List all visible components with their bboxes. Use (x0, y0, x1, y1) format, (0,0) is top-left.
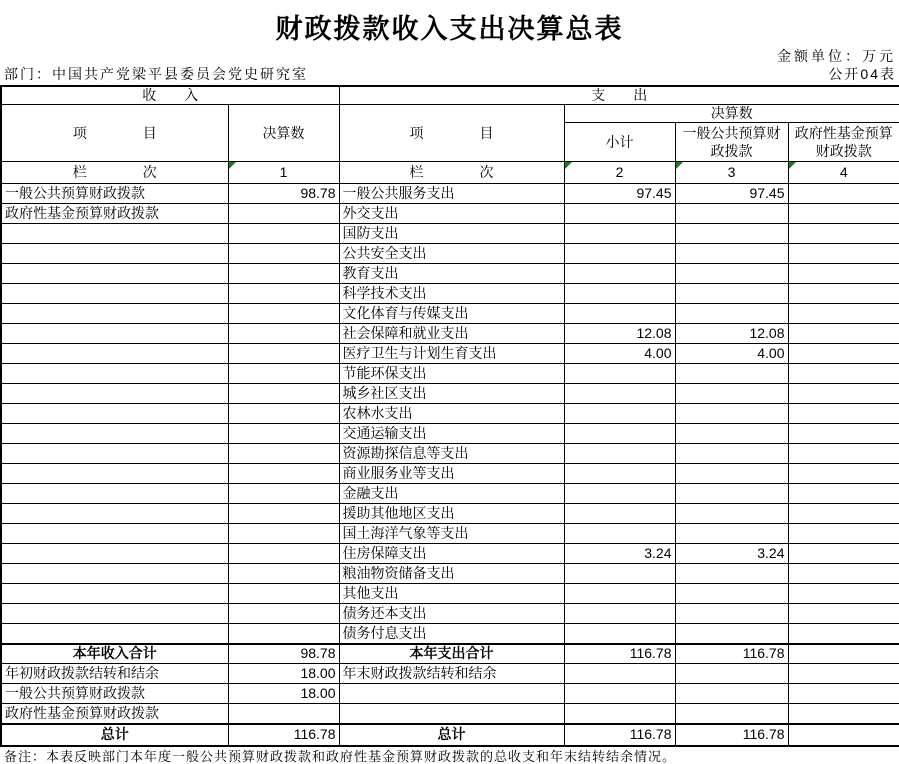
gov-fund-value-cell (788, 544, 899, 564)
subtotal-value-cell (564, 364, 675, 384)
gov-fund-value-cell (788, 304, 899, 324)
expense-item-cell: 社会保障和就业支出 (339, 324, 564, 344)
column-index-cell-3 (675, 162, 788, 184)
gov-fund-value-cell (788, 464, 899, 484)
subtotal-value-cell (564, 224, 675, 244)
table-row (1, 584, 899, 604)
income-item-cell (1, 544, 228, 564)
subtotal-value-cell (564, 464, 675, 484)
income-item-cell (1, 504, 228, 524)
expense-item-cell: 粮油物资储备支出 (339, 564, 564, 584)
general-budget-value-cell (675, 284, 788, 304)
income-value-cell (228, 324, 339, 344)
general-budget-value-cell (675, 304, 788, 324)
expense-item-header: 项 目 (339, 105, 564, 162)
income-item-cell (1, 584, 228, 604)
general-budget-value-cell: 116.78 (675, 644, 788, 664)
general-budget-value-cell (675, 564, 788, 584)
subtotal-value-cell (564, 604, 675, 624)
table-row (1, 724, 899, 746)
subtotal-value-cell (564, 424, 675, 444)
expense-item-cell: 公共安全支出 (339, 244, 564, 264)
income-item-cell: 一般公共预算财政拨款 (1, 684, 228, 704)
general-budget-value-cell: 12.08 (675, 324, 788, 344)
income-item-cell (1, 244, 228, 264)
gov-fund-value-cell (788, 384, 899, 404)
gov-fund-value-cell (788, 424, 899, 444)
income-item-cell (1, 604, 228, 624)
table-row (1, 244, 899, 264)
subtotal-value-cell (564, 524, 675, 544)
table-row (1, 304, 899, 324)
gov-fund-value-cell (788, 224, 899, 244)
table-row (1, 604, 899, 624)
gov-fund-value-cell (788, 564, 899, 584)
income-item-cell: 政府性基金预算财政拨款 (1, 204, 228, 224)
expense-item-cell: 国土海洋气象等支出 (339, 524, 564, 544)
table-row (1, 264, 899, 284)
table-body (1, 184, 899, 746)
table-row (1, 364, 899, 384)
table-row (1, 344, 899, 364)
subtotal-value-cell: 4.00 (564, 344, 675, 364)
table-row (1, 664, 899, 684)
table-row (1, 544, 899, 564)
expense-column-index-label: 栏 次 (339, 162, 564, 184)
gov-fund-header: 政府性基金预算财政拨款 (788, 123, 899, 162)
fiscal-summary-table (0, 85, 899, 747)
general-budget-value-cell (675, 204, 788, 224)
subtotal-value-cell: 97.45 (564, 184, 675, 204)
expense-item-cell: 交通运输支出 (339, 424, 564, 444)
gov-fund-value-cell (788, 204, 899, 224)
income-value-cell (228, 424, 339, 444)
column-index-cell-4 (788, 162, 899, 184)
expense-item-cell: 节能环保支出 (339, 364, 564, 384)
income-value-cell (228, 504, 339, 524)
expense-item-cell: 年末财政拨款结转和结余 (339, 664, 564, 684)
gov-fund-value-cell (788, 284, 899, 304)
table-row (1, 644, 899, 664)
expense-item-cell: 商业服务业等支出 (339, 464, 564, 484)
general-budget-value-cell (675, 704, 788, 724)
income-value-cell (228, 264, 339, 284)
income-value-cell (228, 564, 339, 584)
report-page (0, 7, 899, 764)
footnote: 备注：本表反映部门本年度一般公共预算财政拨款和政府性基金预算财政拨款的总收支和年末结转结余情况。 (4, 748, 677, 764)
table-row (1, 404, 899, 424)
expense-item-cell: 资源勘探信息等支出 (339, 444, 564, 464)
expense-item-cell: 债务付息支出 (339, 624, 564, 644)
gov-fund-value-cell (788, 504, 899, 524)
expense-item-cell: 国防支出 (339, 224, 564, 244)
unit-note: 金额单位：万元 (777, 48, 896, 64)
subtotal-value-cell (564, 684, 675, 704)
general-budget-value-cell (675, 604, 788, 624)
column-index-cell-1 (228, 162, 339, 184)
subtotal-value-cell: 12.08 (564, 324, 675, 344)
table-row (1, 284, 899, 304)
expense-section-header: 支 出 (339, 86, 899, 105)
income-item-cell (1, 444, 228, 464)
income-item-cell (1, 524, 228, 544)
income-item-header: 项 目 (1, 105, 228, 162)
income-value-cell (228, 484, 339, 504)
income-value-cell (228, 344, 339, 364)
income-item-cell: 政府性基金预算财政拨款 (1, 704, 228, 724)
general-budget-value-cell: 3.24 (675, 544, 788, 564)
income-value-cell (228, 604, 339, 624)
general-budget-value-cell (675, 444, 788, 464)
excel-corner-triangle-icon (229, 162, 236, 169)
expense-item-cell: 本年支出合计 (339, 644, 564, 664)
table-row (1, 184, 899, 204)
subtotal-value-cell (564, 284, 675, 304)
gov-fund-value-cell (788, 264, 899, 284)
income-value-cell (228, 464, 339, 484)
subtotal-value-cell (564, 264, 675, 284)
income-item-cell (1, 264, 228, 284)
table-row (1, 484, 899, 504)
income-item-cell (1, 464, 228, 484)
table-row (1, 504, 899, 524)
income-value-cell: 98.78 (228, 644, 339, 664)
income-value-cell (228, 304, 339, 324)
general-budget-value-cell: 4.00 (675, 344, 788, 364)
general-budget-value-cell (675, 684, 788, 704)
subtotal-value-cell: 3.24 (564, 544, 675, 564)
column-index: 1 (279, 164, 288, 180)
expense-item-cell: 教育支出 (339, 264, 564, 284)
meta-row (0, 65, 899, 85)
column-index: 3 (727, 164, 736, 180)
income-value-cell: 98.78 (228, 184, 339, 204)
general-budget-value-cell (675, 484, 788, 504)
income-value-cell (228, 384, 339, 404)
subtotal-value-cell (564, 484, 675, 504)
table-header (1, 86, 899, 184)
income-item-cell (1, 484, 228, 504)
general-budget-value-cell: 97.45 (675, 184, 788, 204)
gov-fund-value-cell (788, 664, 899, 684)
general-budget-value-cell (675, 664, 788, 684)
general-budget-value-cell (675, 424, 788, 444)
income-value-cell: 116.78 (228, 724, 339, 746)
general-budget-value-cell (675, 404, 788, 424)
gov-fund-value-cell (788, 584, 899, 604)
income-item-cell: 本年收入合计 (1, 644, 228, 664)
table-row (1, 704, 899, 724)
expense-item-cell: 援助其他地区支出 (339, 504, 564, 524)
general-budget-value-cell (675, 244, 788, 264)
subtotal-value-cell: 116.78 (564, 644, 675, 664)
income-item-cell (1, 404, 228, 424)
general-budget-header: 一般公共预算财政拨款 (675, 123, 788, 162)
income-item-cell (1, 564, 228, 584)
expense-item-cell: 债务还本支出 (339, 604, 564, 624)
general-budget-value-cell (675, 624, 788, 644)
subtotal-value-cell (564, 444, 675, 464)
subtotal-value-cell (564, 664, 675, 684)
gov-fund-value-cell (788, 604, 899, 624)
expense-item-cell: 其他支出 (339, 584, 564, 604)
income-value-cell (228, 524, 339, 544)
general-budget-value-cell (675, 524, 788, 544)
income-value-cell: 18.00 (228, 684, 339, 704)
subtotal-value-cell (564, 504, 675, 524)
general-budget-value-cell (675, 364, 788, 384)
income-value-cell (228, 284, 339, 304)
subtotal-value-cell (564, 304, 675, 324)
table-row (1, 204, 899, 224)
income-value-cell (228, 624, 339, 644)
column-index: 2 (615, 164, 624, 180)
income-value-cell (228, 704, 339, 724)
gov-fund-value-cell (788, 324, 899, 344)
subtotal-value-cell (564, 624, 675, 644)
income-item-cell (1, 364, 228, 384)
income-value-cell (228, 204, 339, 224)
income-value-cell (228, 444, 339, 464)
expense-item-cell: 金融支出 (339, 484, 564, 504)
general-budget-value-cell (675, 264, 788, 284)
income-item-cell: 一般公共预算财政拨款 (1, 184, 228, 204)
column-index: 4 (839, 164, 848, 180)
income-value-cell (228, 224, 339, 244)
expense-item-cell: 一般公共服务支出 (339, 184, 564, 204)
gov-fund-value-cell (788, 184, 899, 204)
income-final-amount-header: 决算数 (228, 105, 339, 162)
gov-fund-value-cell (788, 404, 899, 424)
excel-corner-triangle-icon (789, 162, 796, 169)
income-value-cell (228, 404, 339, 424)
income-item-cell (1, 324, 228, 344)
subtotal-value-cell (564, 404, 675, 424)
income-item-cell (1, 344, 228, 364)
expense-item-cell: 外交支出 (339, 204, 564, 224)
expense-final-amount-header: 决算数 (564, 105, 899, 123)
general-budget-value-cell (675, 504, 788, 524)
gov-fund-value-cell (788, 524, 899, 544)
subtotal-value-cell (564, 204, 675, 224)
gov-fund-value-cell (788, 684, 899, 704)
income-value-cell (228, 364, 339, 384)
expense-item-cell: 总计 (339, 724, 564, 746)
expense-item-cell: 城乡社区支出 (339, 384, 564, 404)
gov-fund-value-cell (788, 344, 899, 364)
table-row (1, 224, 899, 244)
gov-fund-value-cell (788, 444, 899, 464)
subtotal-value-cell (564, 564, 675, 584)
general-budget-value-cell (675, 224, 788, 244)
income-item-cell (1, 624, 228, 644)
income-item-cell (1, 224, 228, 244)
income-value-cell (228, 584, 339, 604)
excel-corner-triangle-icon (676, 162, 683, 169)
column-index-cell-2 (564, 162, 675, 184)
table-row (1, 624, 899, 644)
table-row (1, 684, 899, 704)
gov-fund-value-cell (788, 244, 899, 264)
expense-item-cell: 文化体育与传媒支出 (339, 304, 564, 324)
table-row (1, 324, 899, 344)
table-row (1, 464, 899, 484)
income-item-cell (1, 424, 228, 444)
excel-corner-triangle-icon (565, 162, 572, 169)
table-code: 公开04表 (828, 66, 896, 82)
gov-fund-value-cell (788, 644, 899, 664)
general-budget-value-cell: 116.78 (675, 724, 788, 746)
expense-item-cell: 住房保障支出 (339, 544, 564, 564)
income-value-cell (228, 544, 339, 564)
gov-fund-value-cell (788, 624, 899, 644)
department-label: 部门：中国共产党梁平县委员会党史研究室 (4, 66, 308, 82)
subtotal-value-cell (564, 244, 675, 264)
general-budget-value-cell (675, 384, 788, 404)
expense-item-cell: 医疗卫生与计划生育支出 (339, 344, 564, 364)
expense-item-cell (339, 684, 564, 704)
table-row (1, 564, 899, 584)
expense-item-cell: 科学技术支出 (339, 284, 564, 304)
income-section-header: 收 入 (1, 86, 339, 105)
table-row (1, 524, 899, 544)
income-item-cell: 总计 (1, 724, 228, 746)
general-budget-value-cell (675, 464, 788, 484)
income-value-cell (228, 244, 339, 264)
gov-fund-value-cell (788, 724, 899, 746)
subtotal-value-cell (564, 384, 675, 404)
subtotal-header: 小计 (564, 123, 675, 162)
income-value-cell: 18.00 (228, 664, 339, 684)
income-item-cell (1, 304, 228, 324)
gov-fund-value-cell (788, 364, 899, 384)
income-column-index-label: 栏 次 (1, 162, 228, 184)
gov-fund-value-cell (788, 484, 899, 504)
expense-item-cell (339, 704, 564, 724)
table-row (1, 444, 899, 464)
subtotal-value-cell: 116.78 (564, 724, 675, 746)
subtotal-value-cell (564, 704, 675, 724)
subtotal-value-cell (564, 584, 675, 604)
table-row (1, 384, 899, 404)
page-title: 财政拨款收入支出决算总表 (275, 14, 624, 44)
income-item-cell (1, 384, 228, 404)
general-budget-value-cell (675, 584, 788, 604)
table-row (1, 424, 899, 444)
expense-item-cell: 农林水支出 (339, 404, 564, 424)
gov-fund-value-cell (788, 704, 899, 724)
income-item-cell (1, 284, 228, 304)
income-item-cell: 年初财政拨款结转和结余 (1, 664, 228, 684)
